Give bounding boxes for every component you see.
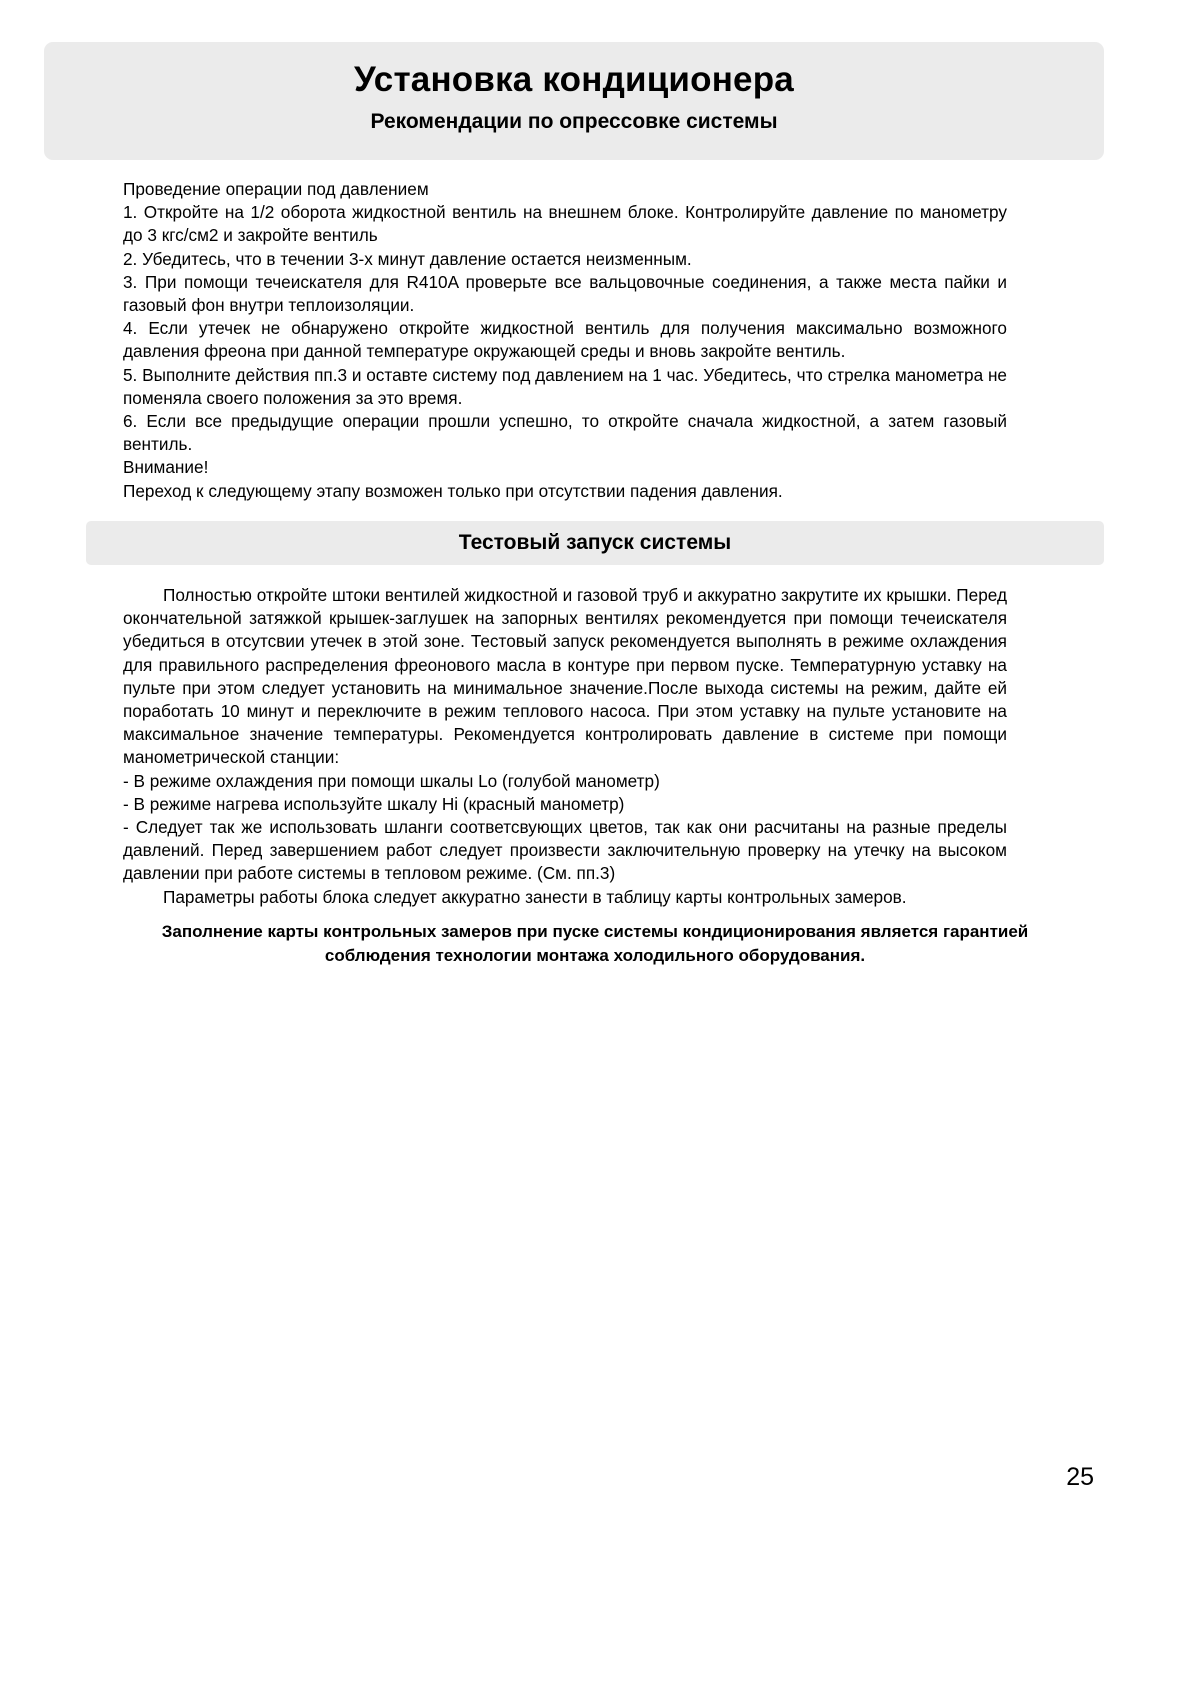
page-number: 25	[1066, 1463, 1094, 1491]
bullet-item-3: - Следует так же использовать шланги соответсвующих цветов, так как они расчитаны на разные пределы давлений. Перед завершением работ следует произвести заключительную проверку на утечку на высоком давлении при работе системы в тепловом режиме. (См. пп.3)	[123, 817, 1007, 884]
step-item-3: 3. При помощи течеискателя для R410A проверьте все вальцовочные соединения, а также места пайки и газовый фон внутри теплоизоляции.	[123, 271, 1007, 316]
bullet-item-1: - В режиме охлаждения при помощи шкалы Lo (голубой манометр)	[123, 770, 660, 791]
section-one-intro: Проведение операции под давлением	[123, 179, 429, 199]
bullet-item-2: - В режиме нагрева используйте шкалу Hi (красный манометр)	[123, 793, 625, 814]
page-title: Установка кондиционера	[354, 60, 794, 99]
section-two-paragraph: Полностью откройте штоки вентилей жидкостной и газовой труб и аккуратно закрутите их крышки. Перед окончательной затяжкой крышек-заглушек на запорных вентилях рекомендуется при помощи течеискателя убедиться в отсутсвии утечек в этой зоне. Тестовый запуск рекомендуется выполнять в режиме охлаждения для правильного распределения фреонового масла в контуре при первом пуске. Температурную уставку на пульте при этом следует установить на минимальное значение.После выхода системы на режим, дайте ей поработать 10 минут и переключите в режим теплового насоса. При этом уставку на пульте установите на максимальное значение температуры. Рекомендуется контролировать давление в системе при помощи манометрической станции:	[123, 585, 1007, 768]
section-two-title: Тестовый запуск системы	[458, 531, 732, 554]
step-item-6: 6. Если все предыдущие операции прошли успешно, то откройте сначала жидкостной, а затем газовый вентиль.	[123, 411, 1007, 455]
section-two-final-note: Параметры работы блока следует аккуратно занести в таблицу карты контрольных замеров.	[163, 886, 907, 907]
step-item-1: 1. Откройте на 1/2 оборота жидкостной вентиль на внешнем блоке. Контролируйте давление по манометру до 3 кгс/см2 и закройте вентиль	[123, 202, 1007, 246]
section-one-body	[123, 178, 1007, 503]
step-item-5: 5. Выполните действия пп.3 и оставте систему под давлением на 1 час. Убедитесь, что стрелка манометра не поменяла своего положения за это время.	[123, 364, 1007, 408]
step-item-2: 2. Убедитесь, что в течении 3-х минут давление остается неизменным.	[123, 248, 692, 269]
closing-statement: Заполнение карты контрольных замеров при пуске системы кондиционирования является гарантией соблюдения технологии монтажа холодильного оборудования.	[161, 922, 1029, 965]
section-two-body	[123, 584, 1007, 909]
page-subtitle: Рекомендации по опрессовке системы	[370, 110, 778, 134]
warning-text: Переход к следующему этапу возможен только при отсутствии падения давления.	[123, 480, 783, 501]
warning-label: Внимание!	[123, 457, 209, 478]
title-banner	[44, 42, 1104, 160]
section-two-band	[86, 521, 1104, 565]
step-item-4: 4. Если утечек не обнаружено откройте жидкостной вентиль для получения максимально возможного давления фреона при данной температуре окружающей среды и вновь закройте вентиль.	[123, 318, 1007, 362]
